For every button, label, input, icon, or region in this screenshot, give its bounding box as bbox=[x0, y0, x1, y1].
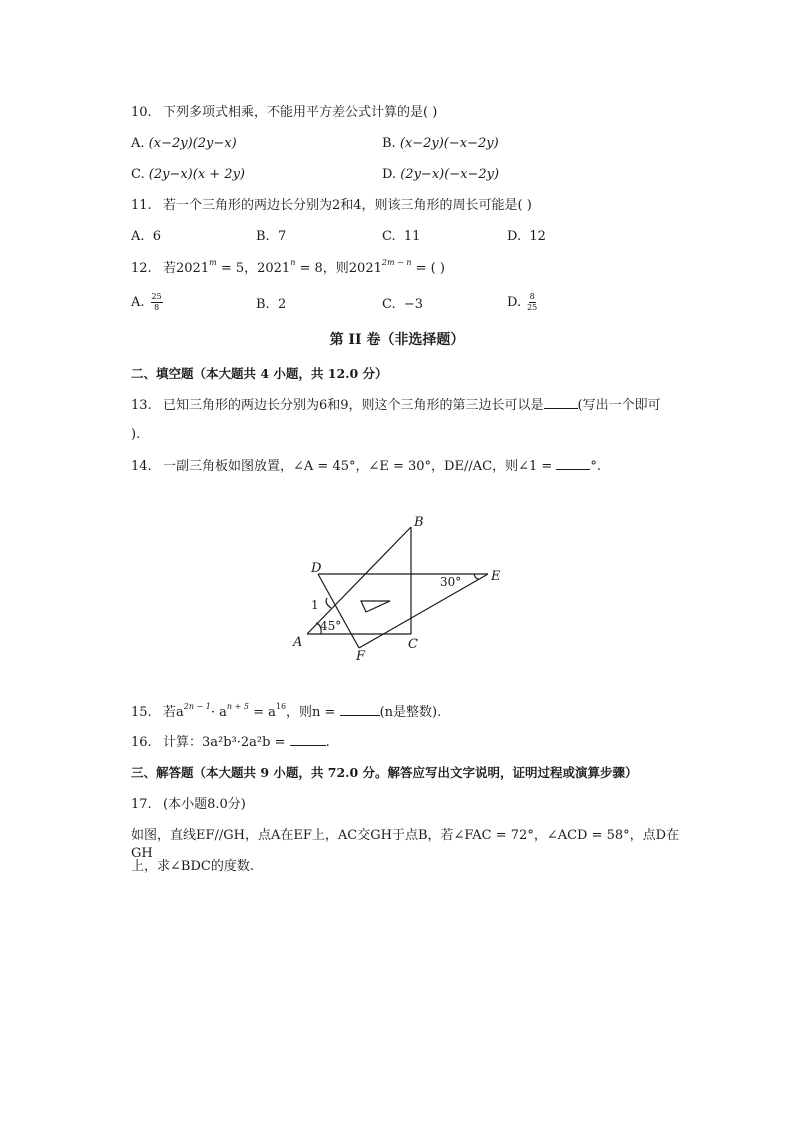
edge-fe bbox=[359, 574, 488, 648]
option-d: D. $\frac{8}{25}$ bbox=[507, 292, 538, 312]
question-number: 14. bbox=[131, 459, 152, 474]
question-stem: 下列多项式相乘，不能用平方差公式计算的是( ) bbox=[163, 105, 438, 120]
question-number: 17. bbox=[131, 797, 152, 812]
question-17-line-2: 上，求∠BDC的度数. bbox=[131, 859, 254, 874]
option-b: B. 7 bbox=[256, 229, 287, 244]
question-number: 10. bbox=[131, 105, 152, 120]
question-score: (本小题8.0分) bbox=[163, 797, 246, 812]
option-b: B. (x−2y)(−x−2y) bbox=[382, 136, 499, 151]
section-heading: 三、解答题（本大题共 9 小题，共 72.0 分。解答应写出文字说明，证明过程或演算步骤） bbox=[131, 765, 638, 780]
label-angle-1: 1 bbox=[311, 598, 319, 612]
question-number: 13. bbox=[131, 398, 152, 413]
question-15: 15. 若$a^{2n - 1}\cdot a^{n + 5} = a^{16}$，则n = (n是整数). bbox=[131, 702, 442, 720]
question-14: 14. 一副三角板如图放置，∠A = 45°，∠E = 30°，DE//AC，则∠1 = °. bbox=[131, 459, 602, 474]
edge-df bbox=[318, 574, 359, 648]
option-a: A. $\frac{25}{8}$ bbox=[131, 292, 162, 312]
option-d: D. (2y−x)(−x−2y) bbox=[382, 167, 500, 182]
question-number: 15. bbox=[131, 705, 152, 720]
label-f: F bbox=[356, 649, 366, 664]
question-stem: 若一个三角形的两边长分别为2和4，则该三角形的周长可能是( ) bbox=[163, 198, 532, 213]
label-e: E bbox=[491, 569, 501, 584]
label-c: C bbox=[408, 637, 418, 652]
label-d: D bbox=[311, 561, 322, 576]
option-a: A. 6 bbox=[131, 229, 162, 244]
question-13: 13. 已知三角形的两边长分别为6和9，则这个三角形的第三边长可以是 (写出一个即可 bbox=[131, 398, 661, 413]
question-16: 16. 计算：3a²b³·2a²b = . bbox=[131, 735, 330, 750]
option-b: B. 2 bbox=[256, 297, 287, 312]
answer-blank bbox=[340, 703, 380, 716]
inner-triangle bbox=[361, 601, 390, 612]
question-13-continuation: ). bbox=[131, 427, 141, 442]
angle-30-arc bbox=[474, 574, 479, 579]
option-c: C. (2y−x)(x + 2y) bbox=[131, 167, 245, 182]
part-title: 第 II 卷（非选择题） bbox=[329, 332, 465, 348]
answer-blank bbox=[290, 733, 326, 746]
label-angle-45: 45° bbox=[320, 619, 342, 633]
question-17 bbox=[131, 796, 246, 814]
question-17-line-1: 如图，直线EF//GH，点A在EF上，AC交GH于点B，若∠FAC = 72°，∠ACD = 58°，点D在GH bbox=[131, 828, 680, 861]
option-c: C. −3 bbox=[382, 297, 424, 312]
question-number: 12. bbox=[131, 261, 152, 276]
label-angle-30: 30° bbox=[440, 575, 462, 589]
question-12: 12. 若$2021^m = 5$，$2021^n = 8$，则$2021^{2m - n}$ = ( ) bbox=[131, 258, 445, 276]
question-number: 11. bbox=[131, 198, 152, 213]
option-d: D. 12 bbox=[507, 229, 546, 244]
question-number: 16. bbox=[131, 735, 152, 750]
option-c: C. 11 bbox=[382, 229, 421, 244]
section-heading: 二、填空题（本大题共 4 小题，共 12.0 分） bbox=[131, 366, 388, 381]
edge-ab bbox=[307, 527, 411, 634]
angle-1-arc bbox=[326, 598, 331, 608]
label-b: B bbox=[414, 515, 424, 530]
label-a: A bbox=[293, 635, 303, 650]
option-a: A. (x−2y)(2y−x) bbox=[131, 136, 237, 151]
